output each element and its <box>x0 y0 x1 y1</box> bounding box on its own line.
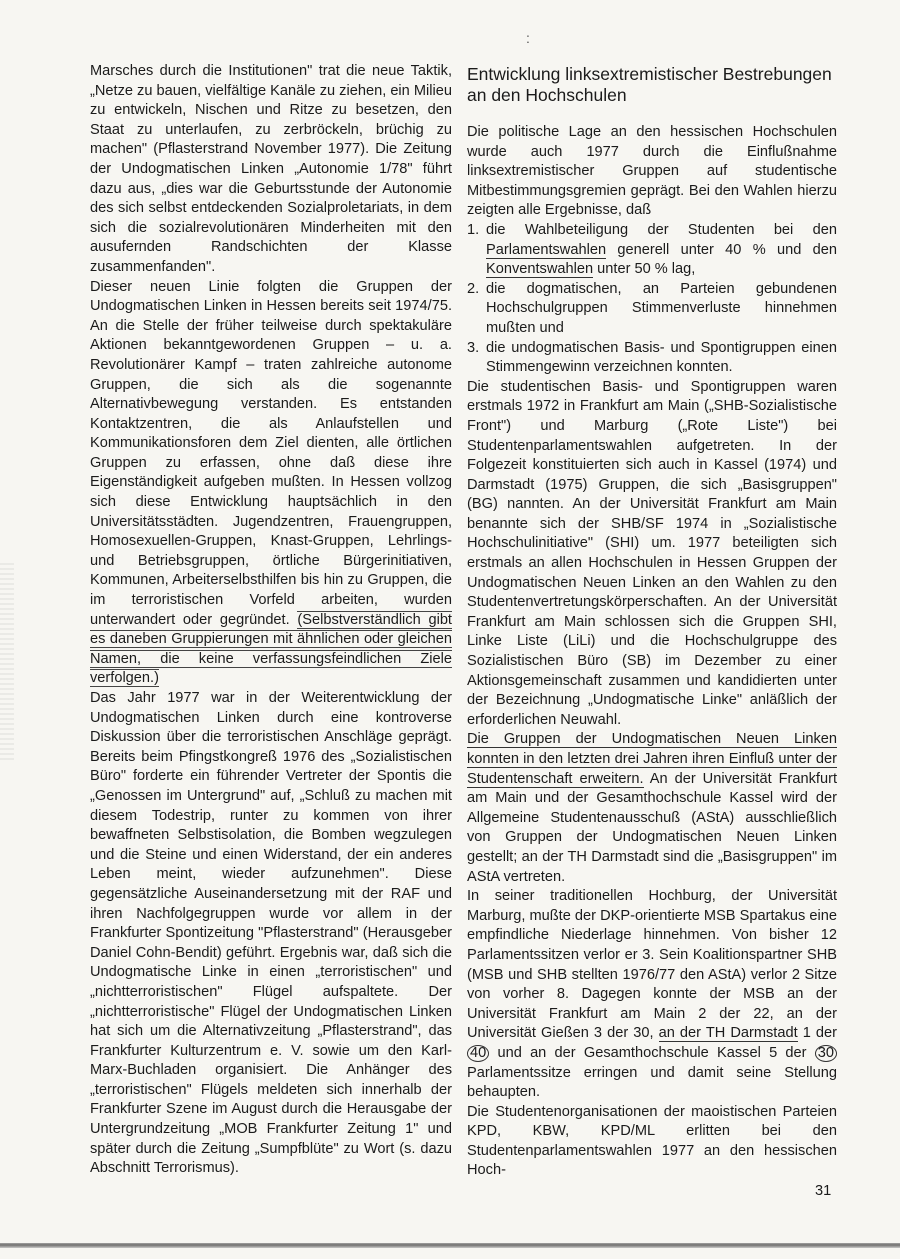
list-text: generell unter 40 % und den <box>606 241 837 258</box>
right-column <box>467 64 837 1181</box>
list-text: unter 50 % lag, <box>593 261 696 278</box>
list-number: 3. <box>467 339 480 356</box>
list-text: die dogmatischen, an Parteien gebundenen Hochschulgruppen Stimmenverluste hinnehmen mußten und <box>486 280 837 336</box>
list-item <box>467 280 837 339</box>
list-item <box>467 339 837 378</box>
paragraph-marburg <box>467 887 837 1103</box>
paragraph-undogmatic-text: Dieser neuen Linie folgten die Gruppen der Undogmatischen Linken in Hessen bereits seit 1974/75. An die Stelle der früher teilweise durch spektakuläre Aktionen bekanntgewordenen Gruppen – u. a. Revolutionärer Kampf – traten zahlreiche autonome Gruppen, die sich als die sogenannte Alternativbewegung verstanden. Es entstanden Kontaktzentren, die als Anlaufstellen und Kommunikationsforen dem Ziel dienten, alle örtlichen Gruppen zu erfassen, ohne daß diese ihre Eigenständigkeit aufgeben mußten. In Hessen vollzog sich diese Entwicklung hauptsächlich in den Universitätsstädten. Jugendzentren, Frauengruppen, Homosexuellen-Gruppen, Knast-Gruppen, Lehrlings- und Betriebsgruppen, örtliche Bürgerinitiativen, Kommunen, Arbeiterselbsthilfen bis hin zu Gruppen, die im terroristischen Vorfeld arbeiten, wurden unterwandert oder gegründet. <box>90 278 452 628</box>
circled-number: 40 <box>467 1045 489 1062</box>
results-list <box>467 221 837 378</box>
paragraph-intro: Die politische Lage an den hessischen Hochschulen wurde auch 1977 durch die Einflußnahme linksextremistischer Gruppen auf studentische Mitbestimmungsgremien geprägt. Bei den Wahlen hierzu zeigten alle Ergebnisse, daß <box>467 124 837 219</box>
bracketed-note: (Selbstverständlich gibt es daneben Gruppierungen mit ähnlichen oder gleichen Namen, die keine verfassungsfeindlichen Ziele verfolgen.) <box>90 611 452 687</box>
paragraph-undogmatic-lines <box>90 278 452 689</box>
paragraph-influence <box>467 730 837 887</box>
scan-mark: : <box>526 30 530 46</box>
paragraph-spontis: Die studentischen Basis- und Spontigruppen waren erstmals 1972 in Frankfurt am Main („SHB-Sozialistische Front") und Marburg („Rote Liste") bei Studentenparlamentswahlen aufgetreten. In der Folgezeit konstituierten sich auch in Kassel (1974) und Darmstadt (1975) Gruppen, die sich „Basisgruppen" (BG) nannten. An der Universität Frankfurt am Main benannte sich der SHB/SF 1974 in „Sozialistische Hochschulinitiative" (SHI) um. 1977 beteiligten sich erstmals an allen Hochschulen in Hessen Gruppen der Undogmatischen Neuen Linken an den Wahlen zu den Studentenvertretungskörperschaften. An der Universität Frankfurt am Main schlossen sich die Gruppen SHI, Linke Liste (LiLi) und die Hochschulgruppe des Sozialistischen Büro (SB) im Dezember zu einer Aktionsgemeinschaft zusammen und kandidierten unter der Bezeichnung „Undogmatische Linke" anläßlich der erforderlichen Neuwahl. <box>467 378 837 728</box>
paragraph-maoist: Die Studentenorganisationen der maoistischen Parteien KPD, KBW, KPD/ML erlitten bei den Studentenparlamentswahlen 1977 an den hessischen Hoch- <box>467 1103 837 1179</box>
underlined-sentence: Die Gruppen der Undogmatischen Neuen Linken konnten in den letzten drei Jahren ihren Einfluß unter der Studentenschaft erweitern. <box>467 731 837 787</box>
list-text: die undogmatischen Basis- und Spontigruppen einen Stimmengewinn verzeichnen konnten. <box>486 339 837 376</box>
scan-edge-artifact <box>0 560 14 760</box>
circled-number: 30 <box>815 1045 837 1062</box>
section-heading: Entwicklung linksextremistischer Bestrebungen an den Hochschulen <box>467 64 832 105</box>
paragraph-text: Parlamentssitze erringen und damit seine Stellung behaupten. <box>467 1064 837 1101</box>
paragraph-text: In seiner traditionellen Hochburg, der Universität Marburg, mußte der DKP-orientierte MSB Spartakus eine empfindliche Niederlage hinnehmen. Von bisher 12 Parlamentssitzen verlor er 3. Sein Koalitionspartner SHB (MSB und SHB stellten 1976/77 den AStA) verlor 2 Sitze von vorher 8. Dagegen konnte der MSB an der Universität Frankfurt am Main 2 der 22, an der Universität Gießen 3 der 30, <box>467 888 837 1042</box>
underlined-term: Parlamentswahlen <box>486 241 607 258</box>
list-item <box>467 221 837 280</box>
list-number: 2. <box>467 280 480 297</box>
underlined-term: an der TH Darmstadt <box>658 1025 798 1042</box>
paragraph-text: 1 der <box>797 1025 837 1042</box>
page-number: 31 <box>815 1183 832 1199</box>
bottom-scan-rule <box>0 1243 900 1248</box>
list-text: die Wahlbeteiligung der Studenten bei den <box>486 221 837 238</box>
paragraph-influence-rest: An der Universität Frankfurt am Main und der Gesamthochschule Kassel wird der Allgemeine Studentenausschuß (AStA) ausschließlich von Gruppen der Undogmatischen Neuen Linken gestellt; an der TH Darmstadt sind die „Basisgruppen" im AStA vertreten. <box>467 770 838 885</box>
underlined-term: Konventswahlen <box>486 261 594 278</box>
left-column <box>90 62 452 1179</box>
list-number: 1. <box>467 221 480 238</box>
paragraph-text: und an der Gesamthochschule Kassel 5 der <box>489 1044 815 1061</box>
paragraph-autonomie: Marsches durch die Institutionen" trat die neue Taktik, „Netze zu bauen, vielfältige Kanäle zu ziehen, ein Milieu zu entwickeln, Nischen und Ritze zu besetzen, den Staat zu unterlaufen, zu zerbröckeln, brüchig zu machen" (Pflasterstrand November 1977). Die Zeitung der Undogmatischen Linken „Autonomie 1/78" führt dazu aus, „dies war die Geburtsstunde der Autonomie des sich selbst entdeckenden Sozialproletariats, in dem sich die sozialrevolutionären Minderheiten mit den ausufernden Randschichten der Klasse zusammenfanden". <box>90 63 452 275</box>
paragraph-year-1977: Das Jahr 1977 war in der Weiterentwicklung der Undogmatischen Linken durch eine kontroverse Diskussion über die terroristischen Anschläge geprägt. Bereits beim Pfingstkongreß 1976 des „Sozialistischen Büro" forderte ein führender Vertreter der Spontis die „Genossen im Untergrund" auf, „Schluß zu machen mit diesem Todestrip, runter zu kommen von ihrer bewaffneten Selbstisolation, die Bomben wegzulegen und die Steine und einen Widerstand, der ein anderes Leben meint, wieder aufzunehmen". Diese gegensätzliche Auseinandersetzung mit der RAF und ihren Nachfolgegruppen wurde vor allem in der Frankfurter Spontizeitung "Pflasterstrand" (Herausgeber Daniel Cohn-Bendit) geführt. Ergebnis war, daß sich die Undogmatische Linke in einen „terroristischen" und „nichtterroristischen" Flügel aufspaltete. Der „nichtterroristische" Flügel der Undogmatischen Linken hat sich um die Alternativzeitung „Pflasterstrand", das Frankfurter Kulturzentrum e. V. sowie um den Karl-Marx-Buchladen organisiert. Die Anhänger des „terroristischen" Flügels meldeten sich innerhalb der Frankfurter Szene im August durch die Herausgabe der Untergrundzeitung „MOB Frankfurter Zeitung 1" und später durch die Zeitung „Sumpfblüte" zu Wort (s. dazu Abschnitt Terrorismus). <box>90 690 452 1177</box>
